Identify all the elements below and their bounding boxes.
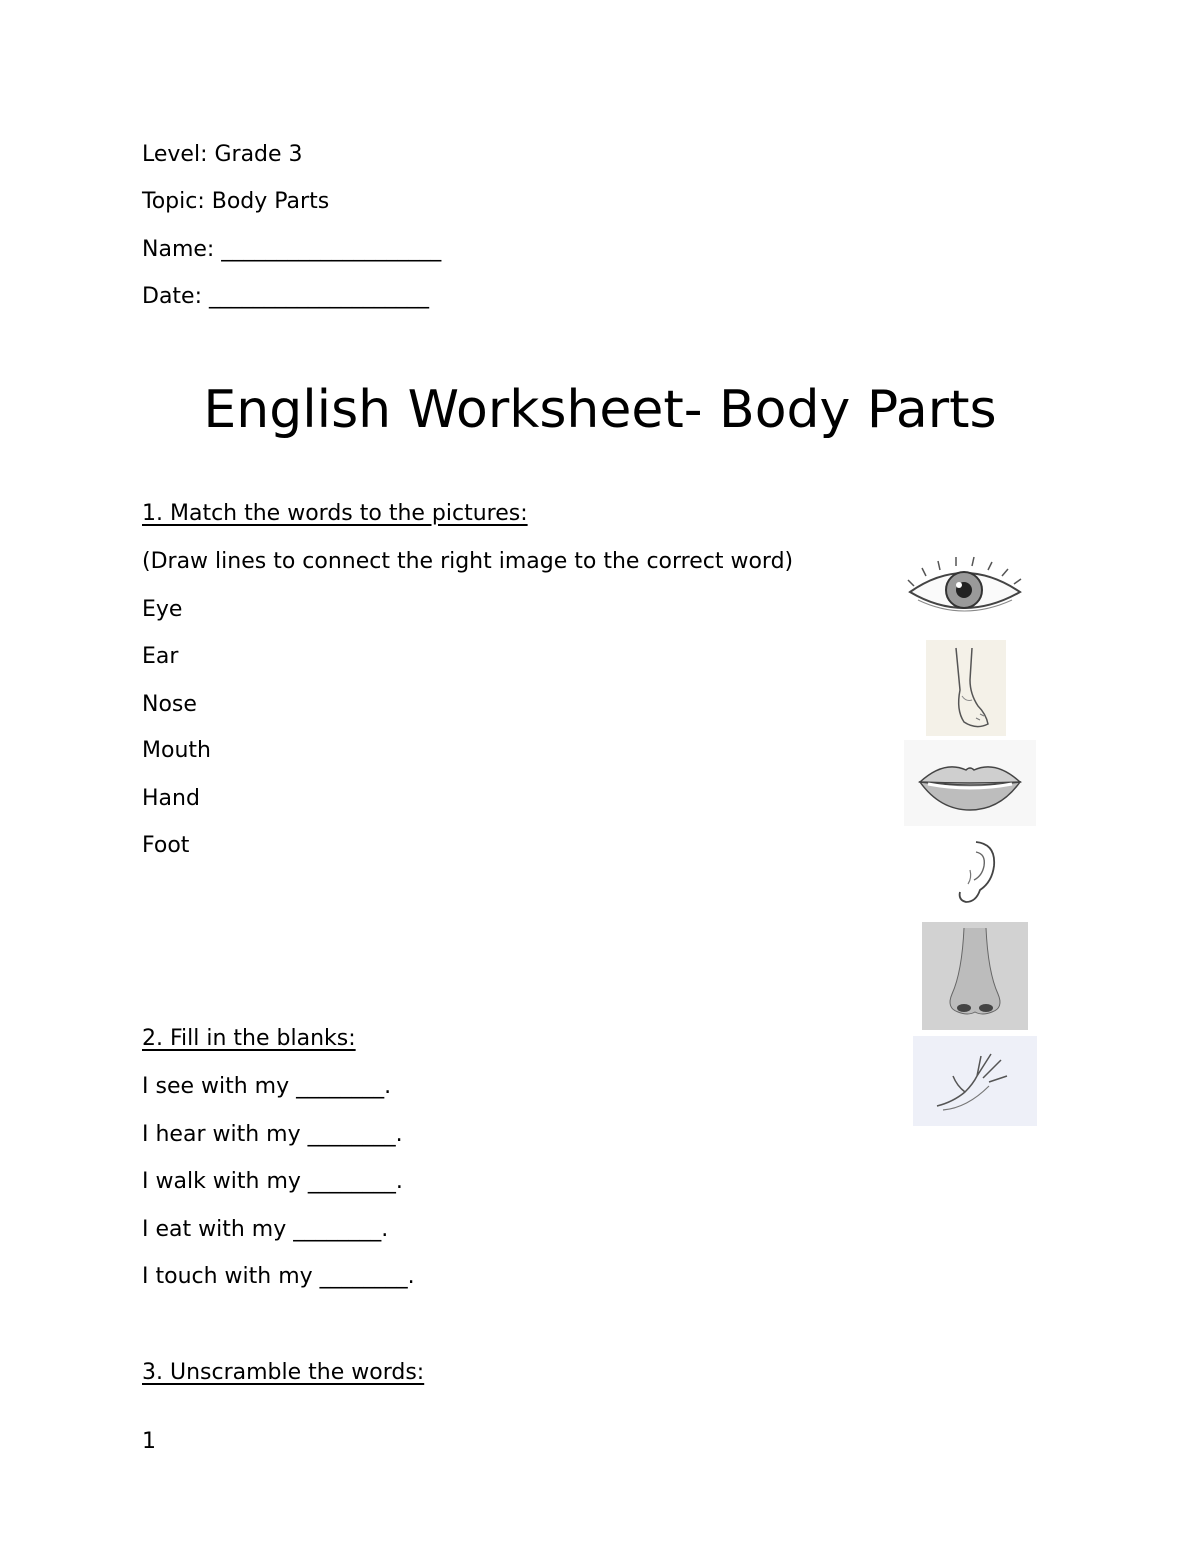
date-line: Date: ____________________ xyxy=(142,284,429,309)
page-number: 1 xyxy=(142,1429,156,1454)
blank-sentence: I hear with my ________. xyxy=(142,1122,403,1147)
foot-picture xyxy=(926,640,1006,736)
eye-picture xyxy=(904,552,1026,628)
name-line: Name: ____________________ xyxy=(142,237,442,262)
word-nose: Nose xyxy=(142,692,197,717)
nose-picture xyxy=(922,922,1028,1030)
word-ear: Ear xyxy=(142,644,179,669)
word-hand: Hand xyxy=(142,786,200,811)
level-line: Level: Grade 3 xyxy=(142,142,303,167)
word-foot: Foot xyxy=(142,833,190,858)
ear-picture xyxy=(950,838,1000,908)
blank-sentence: I eat with my ________. xyxy=(142,1217,389,1242)
word-eye: Eye xyxy=(142,597,183,622)
section1-instruction: (Draw lines to connect the right image to the correct word) xyxy=(142,549,794,574)
section3-heading: 3. Unscramble the words: xyxy=(142,1360,425,1385)
hand-picture xyxy=(913,1036,1037,1126)
topic-line: Topic: Body Parts xyxy=(142,189,330,214)
blank-sentence: I walk with my ________. xyxy=(142,1169,403,1194)
section2-heading: 2. Fill in the blanks: xyxy=(142,1026,356,1051)
blank-sentence: I see with my ________. xyxy=(142,1074,392,1099)
blank-sentence: I touch with my ________. xyxy=(142,1264,415,1289)
word-mouth: Mouth xyxy=(142,738,211,763)
section1-heading: 1. Match the words to the pictures: xyxy=(142,501,528,526)
worksheet-title: English Worksheet- Body Parts xyxy=(203,380,997,440)
lips-picture xyxy=(904,740,1036,826)
